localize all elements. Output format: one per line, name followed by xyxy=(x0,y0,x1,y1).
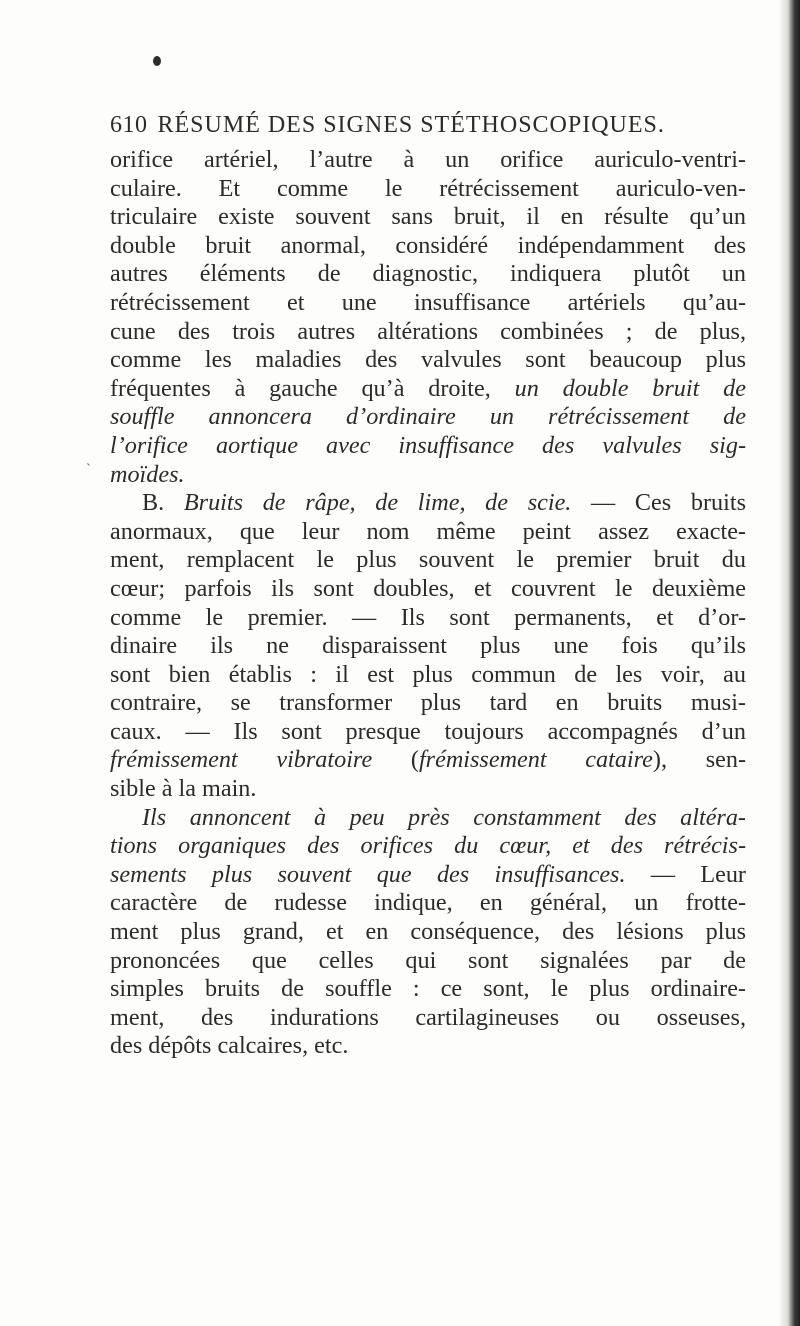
text-segment: contraire, se transformer plus tard en bruits musi- xyxy=(110,689,746,717)
text-segment: ), sen- xyxy=(652,746,747,774)
italic-segment: souffle annoncera d’ordinaire un rétrécissement de xyxy=(110,403,746,431)
running-title: RÉSUMÉ DES SIGNES STÉTHOSCOPIQUES. xyxy=(157,112,665,138)
running-header xyxy=(110,112,665,139)
text-line xyxy=(110,318,746,347)
italic-segment: l’orifice aortique avec insuffisance des valvules sig- xyxy=(110,431,746,459)
italic-segment: frémissement cataire xyxy=(418,746,653,774)
text-line xyxy=(110,375,746,404)
text-line xyxy=(110,804,746,833)
text-line xyxy=(110,489,746,518)
text-segment: sont bien établis : il est plus commun de les voir, au xyxy=(110,660,746,688)
text-line xyxy=(110,832,746,861)
page-edge-shadow xyxy=(778,0,800,1326)
text-segment: ment plus grand, et en conséquence, des lésions plus xyxy=(110,918,746,946)
text-line xyxy=(110,1032,746,1061)
text-segment: ment, des indurations cartilagineuses ou osseuses, xyxy=(110,1003,746,1031)
text-line xyxy=(110,575,746,604)
text-segment: simples bruits de souffle : ce sont, le plus ordinaire- xyxy=(110,975,746,1003)
text-line xyxy=(110,689,746,718)
text-line xyxy=(110,232,746,261)
text-line xyxy=(110,947,746,976)
text-segment: autres éléments de diagnostic, indiquera plutôt un xyxy=(110,260,746,288)
text-line xyxy=(110,861,746,890)
text-line xyxy=(110,918,746,947)
text-line xyxy=(110,260,746,289)
text-line xyxy=(110,718,746,747)
italic-segment: frémissement vibratoire xyxy=(110,746,373,774)
text-segment: anormaux, que leur nom même peint assez exacte- xyxy=(110,517,746,545)
text-line xyxy=(110,546,746,575)
text-segment: caux. — Ils sont presque toujours accompagnés d’un xyxy=(110,717,746,745)
text-line xyxy=(110,432,746,461)
text-segment: comme le premier. — Ils sont permanents, et d’or- xyxy=(110,603,746,631)
text-segment: des dépôts calcaires, etc. xyxy=(110,1032,349,1060)
text-segment: ( xyxy=(372,746,419,774)
text-segment: orifice artériel, l’autre à un orifice auriculo-ventri- xyxy=(110,146,746,173)
italic-segment: Bruits de râpe, de lime, de scie. xyxy=(183,489,572,517)
text-line xyxy=(110,346,746,375)
text-line xyxy=(110,632,746,661)
text-line xyxy=(110,604,746,633)
text-segment: cune des trois autres altérations combinées ; de plus, xyxy=(110,317,746,345)
text-segment: double bruit anormal, considéré indépendamment des xyxy=(110,231,746,259)
text-line xyxy=(110,1004,746,1033)
text-segment: culaire. Et comme le rétrécissement auriculo-ven- xyxy=(110,174,746,202)
text-line xyxy=(110,203,746,232)
italic-segment: un double bruit de xyxy=(514,374,746,402)
text-segment: ment, remplacent le plus souvent le premier bruit du xyxy=(110,546,746,574)
text-line xyxy=(110,889,746,918)
text-line xyxy=(110,661,746,690)
body-text xyxy=(110,146,746,1061)
text-line xyxy=(110,746,746,775)
italic-segment: tions organiques des orifices du cœur, et des rétrécis- xyxy=(110,832,746,860)
text-line xyxy=(110,175,746,204)
text-segment: triculaire existe souvent sans bruit, il en résulte qu’un xyxy=(110,203,746,231)
text-line xyxy=(110,518,746,547)
italic-segment: sements plus souvent que des insuffisances. xyxy=(110,860,626,888)
text-segment: — Ces bruits xyxy=(571,489,746,517)
page-number: 610 xyxy=(110,112,148,138)
text-segment: prononcées que celles qui sont signalées par de xyxy=(110,946,746,974)
text-segment: rétrécissement et une insuffisance artériels qu’au- xyxy=(110,288,746,316)
text-line xyxy=(110,775,746,804)
text-line xyxy=(110,289,746,318)
italic-segment: moïdes. xyxy=(110,460,185,488)
text-segment: dinaire ils ne disparaissent plus une fois qu’ils xyxy=(110,632,746,660)
ink-dot xyxy=(153,56,161,66)
text-line xyxy=(110,975,746,1004)
text-line xyxy=(110,461,746,490)
text-segment: B. xyxy=(142,489,184,517)
text-segment: — Leur xyxy=(625,860,746,888)
text-segment: caractère de rudesse indique, en général, un frotte- xyxy=(110,889,746,917)
text-line xyxy=(110,146,746,175)
text-segment: sible à la main. xyxy=(110,775,257,803)
italic-segment: Ils annoncent à peu près constamment des altéra- xyxy=(142,803,746,831)
text-segment: comme les maladies des valvules sont beaucoup plus xyxy=(110,346,746,374)
text-segment: cœur; parfois ils sont doubles, et couvrent le deuxième xyxy=(110,574,746,602)
margin-mark: ˋ xyxy=(86,462,91,477)
text-line xyxy=(110,403,746,432)
text-segment: fréquentes à gauche qu’à droite, xyxy=(110,374,515,402)
